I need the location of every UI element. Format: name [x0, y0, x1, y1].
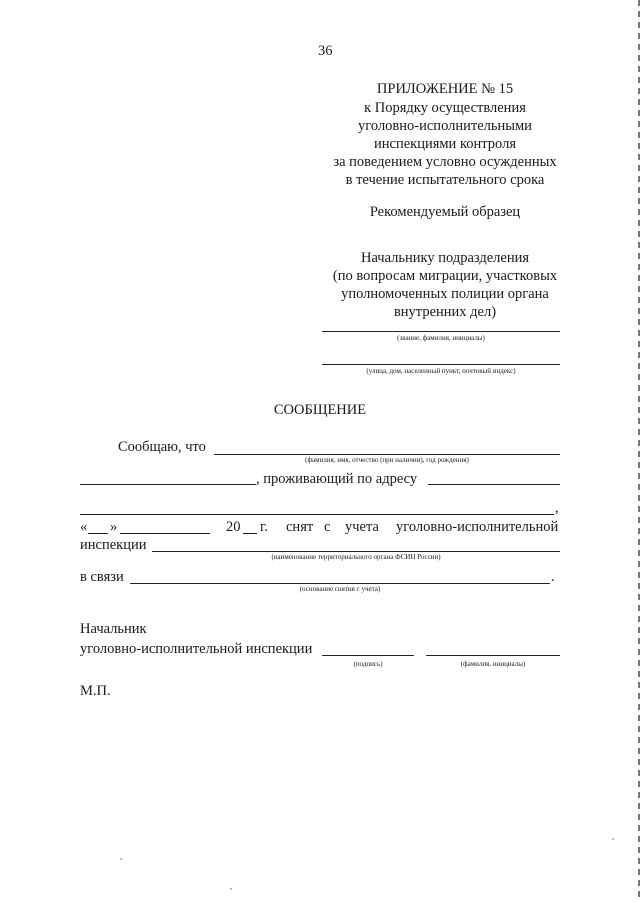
removed-word: учета	[345, 519, 379, 535]
signer-name-field[interactable]	[426, 655, 560, 656]
year-suffix: г.	[260, 519, 268, 535]
addressee-line: Начальнику подразделения	[360, 250, 530, 266]
appendix-line: инспекциями контроля	[374, 136, 516, 152]
territorial-body-field[interactable]	[152, 551, 560, 552]
person-name-continued-field[interactable]	[80, 484, 256, 485]
reason-label: в связи	[80, 569, 124, 585]
addressee-address-field[interactable]	[322, 364, 560, 365]
removed-word: снят	[286, 519, 314, 535]
territorial-body-caption: (наименование территориального органа ФСИН России)	[271, 553, 441, 561]
address-field[interactable]	[428, 484, 560, 485]
appendix-line: к Порядку осуществления	[364, 100, 526, 116]
signature-field[interactable]	[322, 655, 414, 656]
appendix-line: в течение испытательного срока	[345, 172, 545, 188]
scan-speck	[230, 888, 232, 890]
reason-end-period: .	[551, 569, 555, 585]
signature-caption: (подпись)	[353, 660, 383, 668]
addressee-name-field[interactable]	[322, 331, 560, 332]
quote-open: «	[80, 519, 88, 535]
addressee-line: (по вопросам миграции, участковых	[332, 268, 558, 284]
year-prefix: 20	[226, 519, 241, 535]
report-label: Сообщаю, что	[118, 439, 206, 455]
year-field[interactable]	[243, 533, 257, 534]
signature-title-line: Начальник	[80, 621, 147, 637]
day-field[interactable]	[88, 533, 108, 534]
removed-word: уголовно-исполнительной	[396, 519, 559, 535]
page-number: 36	[318, 43, 333, 59]
address-continued-field[interactable]	[80, 514, 554, 515]
reason-field[interactable]	[130, 583, 550, 584]
appendix-title: ПРИЛОЖЕНИЕ № 15	[376, 81, 514, 97]
month-field[interactable]	[120, 533, 210, 534]
addressee-line: внутренних дел)	[393, 304, 497, 320]
person-name-caption: (фамилия, имя, отчество (при наличии), год рождения)	[305, 456, 469, 464]
scan-speck	[120, 858, 122, 860]
address-end-comma: ,	[555, 500, 559, 516]
scan-speck	[612, 838, 614, 840]
quote-close: »	[110, 519, 118, 535]
signer-name-caption: (фамилия, инициалы)	[460, 660, 526, 668]
sample-note: Рекомендуемый образец	[369, 204, 521, 220]
residing-label: , проживающий по адресу	[256, 471, 418, 487]
inspection-label: инспекции	[80, 537, 147, 553]
person-name-field[interactable]	[214, 454, 560, 455]
appendix-line: уголовно-исполнительными	[358, 118, 532, 134]
appendix-line: за поведением условно осужденных	[333, 154, 557, 170]
addressee-address-caption: (улица, дом, населенный пункт, почтовый индекс)	[366, 367, 516, 375]
signature-title-line: уголовно-исполнительной инспекции	[80, 641, 313, 657]
addressee-line: уполномоченных полиции органа	[341, 286, 549, 302]
reason-caption: (основание снятия с учета)	[299, 585, 381, 593]
addressee-name-caption: (звание, фамилия, инициалы)	[397, 334, 485, 342]
stamp-place-label: М.П.	[80, 683, 111, 699]
removed-word: с	[324, 519, 331, 535]
document-title: СООБЩЕНИЕ	[273, 402, 367, 418]
